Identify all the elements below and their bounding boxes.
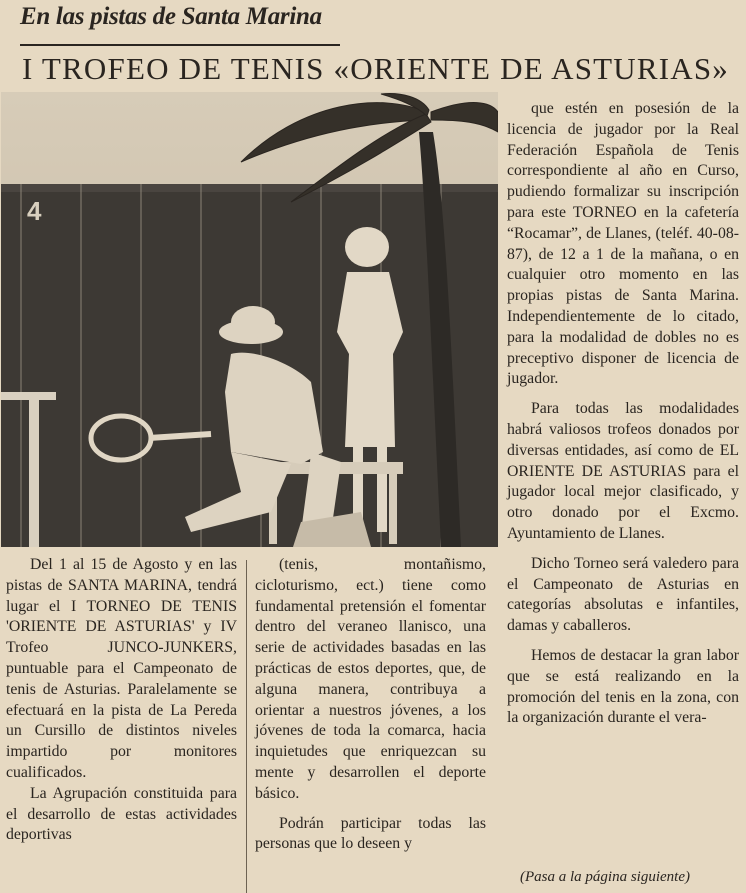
paragraph: Para todas las modalidades habrá valiosos trofeos donados por diversas entidades, así como de EL ORIENTE DE ASTURIAS para el jugador local mejor clasificado, y otro donado por el Excmo. Ayuntamiento de Llanes.: [507, 400, 739, 542]
paragraph: (tenis, montañismo, cicloturismo, ect.) tiene como fundamental pretensión el fomentar dentro del veraneo llanisco, una serie de actividades basadas en las prácticas de estos deportes, que, de alguna manera, contribuya a orientar a nuestros jóvenes, a los jóvenes de toda la comarca, hacia inquietudes que enriquezcan su mente y desarrollen el deporte básico.: [255, 556, 486, 802]
column-3: [507, 99, 739, 729]
court-number: 4: [27, 196, 42, 226]
kicker-rule: [20, 44, 340, 46]
column-rule: [246, 560, 247, 893]
continuation-note: (Pasa a la página siguiente): [520, 869, 690, 885]
tennis-photo: [1, 92, 498, 547]
paragraph: La Agrupación constituida para el desarrollo de estas actividades deportivas: [6, 784, 237, 844]
column-2: [255, 555, 486, 855]
paragraph: Dicho Torneo será valedero para el Campeonato de Asturias en categorías absolutas e infantiles, damas y caballeros.: [507, 554, 739, 635]
headline: I TROFEO DE TENIS «ORIENTE DE ASTURIAS»: [22, 51, 729, 86]
column-1: [6, 555, 237, 846]
kicker: En las pistas de Santa Marina: [20, 3, 322, 30]
paragraph: Hemos de destacar la gran labor que se está realizando en la promoción del tenis en la zona, con la organización durante el vera-: [507, 646, 739, 727]
paragraph: Del 1 al 15 de Agosto y en las pistas de SANTA MARINA, tendrá lugar el I TORNEO DE TENIS 'ORIENTE DE ASTURIAS' y IV Trofeo JUNCO-JUNKERS, puntuable para el Campeonato de tenis de Asturias. Paralelamente se efectuará en la pista de La Pereda un Cursillo de distintos niveles impartido por monitores cualificados.: [6, 556, 237, 781]
paragraph: Podrán participar todas las personas que lo deseen y: [255, 814, 486, 853]
paragraph: que estén en posesión de la licencia de jugador por la Real Federación Española de Tenis correspondiente al año en Curso, pudiendo formalizar su inscripción para este TORNEO en la cafetería “Rocamar”, de Llanes, (teléf. 40-08-87), de 12 a 1 de la mañana, o en cualquier otro momento en las propias pistas de Santa Marina. Independientemente de lo citado, para la modalidad de dobles no es preceptivo disponer de licencia de jugador.: [507, 100, 739, 388]
